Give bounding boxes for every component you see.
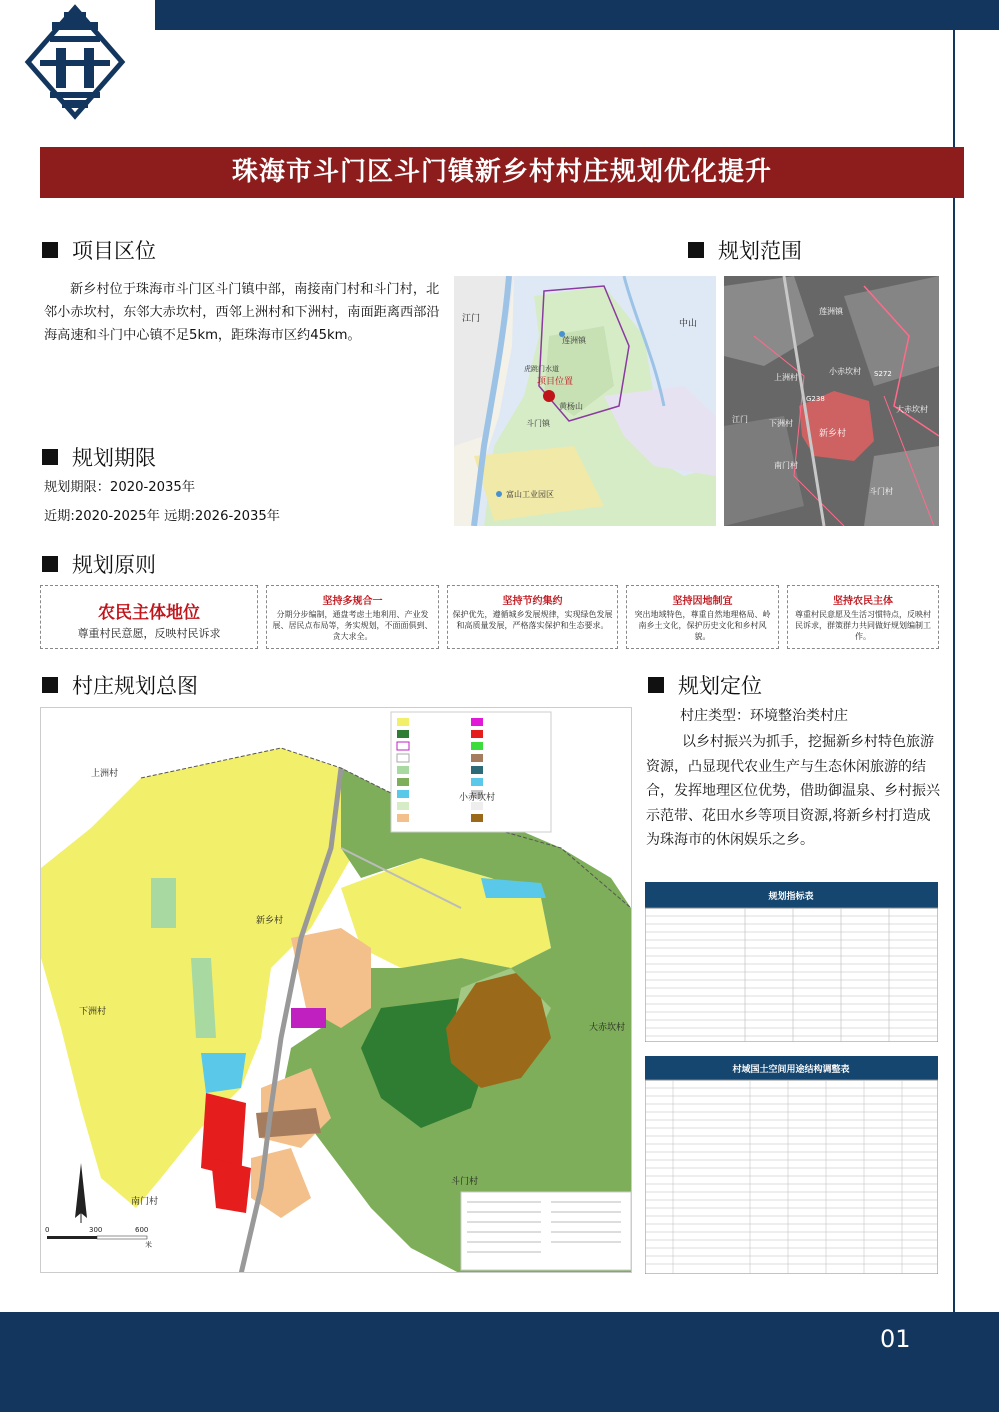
period-line-1: 规划期限：2020-2035年: [44, 480, 196, 495]
village-label: 斗门村: [451, 1177, 479, 1187]
heading-square-icon: [42, 242, 58, 258]
principle-title: 坚持节约集约: [502, 596, 563, 607]
village-label: 大赤坎村: [589, 1023, 626, 1033]
principle-card: [266, 585, 439, 649]
indicator-table: [645, 882, 938, 1042]
map-label: 下洲村: [769, 419, 793, 428]
map-label: 斗门村: [869, 487, 893, 496]
map-label: 富山工业园区: [506, 490, 554, 499]
footer-band: [0, 1312, 999, 1412]
map-label: 新乡村: [819, 429, 847, 439]
map-label: G238: [806, 395, 825, 403]
heading-square-icon: [42, 556, 58, 572]
map-label: 江门: [462, 314, 481, 324]
section-heading-text: 规划期限: [72, 446, 156, 470]
principle-card: [447, 585, 618, 649]
principle-card: [626, 585, 779, 649]
map-label: 莲洲镇: [562, 336, 586, 345]
page-title: 珠海市斗门区斗门镇新乡村村庄规划优化提升: [231, 157, 772, 187]
map-label: 斗门镇: [526, 419, 550, 428]
map-label: 南门村: [774, 461, 798, 470]
principle-body: 保护优先，遵循城乡发展规律，实现绿色发展和高质量发展，严格落实保护和生态要求。: [452, 610, 613, 630]
scale-label: 0: [45, 1226, 50, 1234]
village-label: 下洲村: [79, 1007, 107, 1017]
heading-square-icon: [648, 677, 664, 693]
map-label: 莲洲镇: [819, 307, 843, 316]
section-heading-scope: [688, 235, 802, 265]
section-heading-text: 项目区位: [72, 239, 156, 263]
principle-title: 坚持农民主体: [833, 596, 893, 607]
grassland-zone: [151, 878, 176, 928]
commercial-zone: [291, 1008, 326, 1028]
project-location-marker: [543, 390, 555, 402]
heading-square-icon: [688, 242, 704, 258]
heading-square-icon: [42, 677, 58, 693]
map-label: S272: [874, 370, 892, 378]
heading-square-icon: [42, 449, 58, 465]
section-heading-location: [42, 235, 156, 265]
scale-label: 600: [135, 1226, 149, 1234]
section-heading-text: 规划范围: [718, 239, 802, 263]
map-label: 虎跳门水道: [524, 365, 559, 373]
village-label: 小赤坎村: [459, 793, 496, 803]
principle-body: 分期分步编制，通盘考虑土地利用、产业发展、居民点布局等，务实规划，不面面俱到、贪大求全。: [272, 610, 433, 641]
principle-card: [787, 585, 939, 649]
landuse-table: [645, 1056, 938, 1274]
period-line-2: 近期:2020-2025年 远期:2026-2035年: [44, 509, 280, 524]
map-label: 大赤坎村: [896, 405, 928, 414]
location-text: 新乡村位于珠海市斗门区斗门镇中部，南接南门村和斗门村，北邻小赤坎村，东邻大赤坎村，西邻上洲村和下洲村，南面距离西部沿海高速和斗门中心镇不足5km，距珠海市区约45km。: [44, 282, 440, 343]
logo: [0, 0, 155, 140]
section-heading-period: [42, 442, 156, 472]
map-label: 黄杨山: [559, 402, 583, 411]
principle-main-subtitle: 尊重村民意愿，反映村民诉求: [77, 627, 221, 640]
map-label: 上洲村: [774, 373, 798, 382]
principle-main-card: [40, 585, 258, 649]
page-number: 01: [880, 1325, 911, 1353]
section-heading-text: 规划原则: [72, 553, 156, 577]
positioning-text: 以乡村振兴为抓手，挖掘新乡村特色旅游资源，凸显现代农业生产与生态休闲旅游的结合，发挥地理区位优势，借助御温泉、乡村振兴示范带、花田水乡等项目资源,将新乡村打造成为珠海市的休闲娱乐之乡。: [646, 734, 940, 848]
principle-title: 坚持多规合一: [322, 596, 383, 607]
scale-label: 300: [89, 1226, 103, 1234]
section-heading-text: 村庄规划总图: [72, 674, 198, 698]
principle-main-title: 农民主体地位: [98, 603, 200, 623]
indicator-table-title: 规划指标表: [768, 892, 814, 902]
positioning-type: 村庄类型：环境整治类村庄: [680, 708, 848, 724]
principle-title: 坚持因地制宜: [672, 596, 733, 607]
water-zone: [201, 1053, 246, 1093]
village-label: 上洲村: [91, 769, 119, 779]
map-label: 小赤坎村: [829, 367, 861, 376]
scope-map: [724, 276, 939, 526]
section-heading-principles: [42, 549, 156, 579]
village-label: 新乡村: [256, 916, 284, 926]
section-heading-master-plan: [42, 670, 198, 700]
right-rule: [953, 30, 955, 1312]
map-label: 中山: [679, 319, 698, 329]
section-heading-positioning: [648, 670, 762, 700]
village-label: 南门村: [131, 1197, 159, 1207]
location-map: [454, 276, 716, 526]
map-label: 项目位置: [537, 377, 574, 387]
master-plan-map: [40, 707, 632, 1273]
map-label: 江门: [732, 415, 748, 424]
principle-body: 尊重村民意愿及生活习惯特点，反映村民诉求，群策群力共同做好规划编制工作。: [795, 610, 931, 641]
scale-unit: 米: [145, 1241, 152, 1249]
section-heading-text: 规划定位: [678, 674, 762, 698]
landuse-table-title: 村域国土空间用途结构调整表: [732, 1065, 850, 1075]
principle-body: 突出地域特色，尊重自然地理格局、岭南乡土文化，保护历史文化和乡村风貌。: [634, 610, 771, 641]
